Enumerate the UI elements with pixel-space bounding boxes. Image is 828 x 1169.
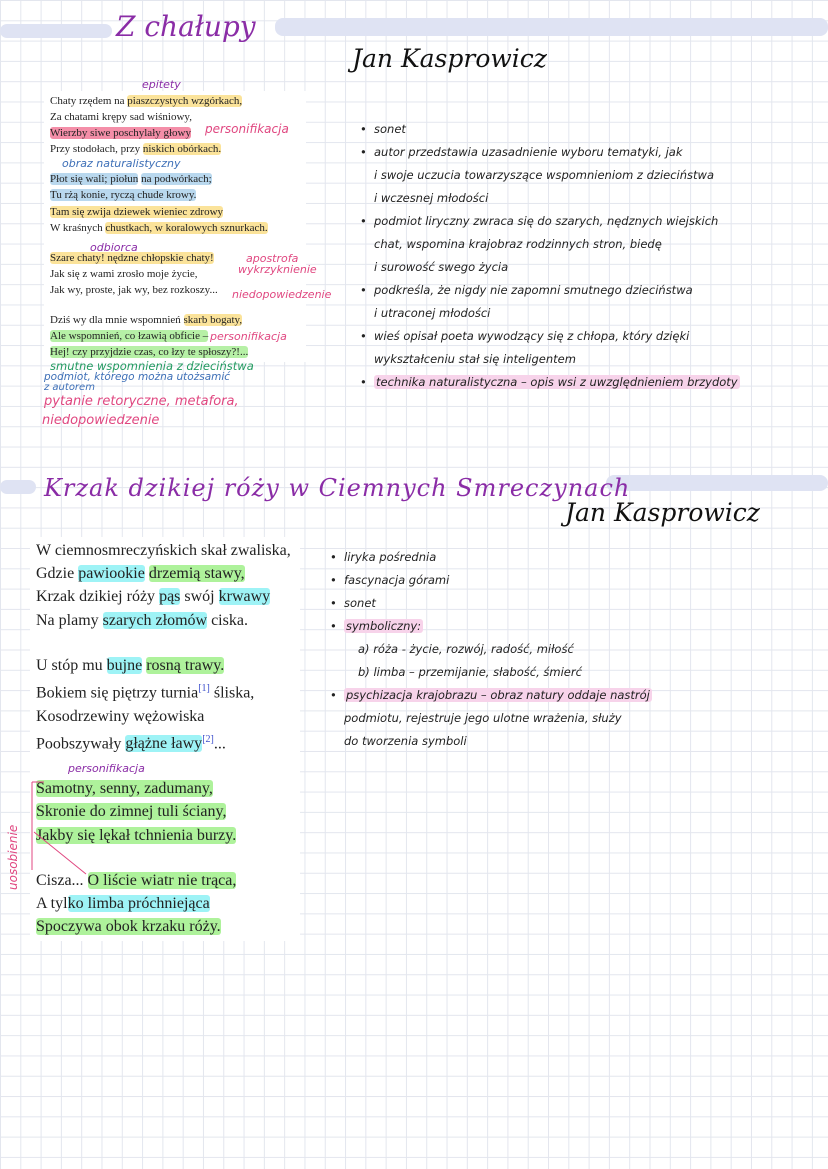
note-line [330, 684, 652, 707]
note-text: i swoje uczucia towarzyszące wspomnieniom z dzieciństwa [374, 168, 714, 182]
note-line [360, 325, 740, 348]
poem-line [36, 609, 294, 632]
note-line [360, 371, 740, 394]
poem-segment: śliska, [209, 684, 255, 702]
header-band-left-1 [0, 24, 112, 38]
poem-line [50, 141, 300, 157]
poem-segment: rosną trawy. [146, 656, 225, 674]
poem-segment: niskich obórkach. [142, 143, 222, 156]
ann-uosobienie: uosobienie [6, 824, 20, 890]
ann-podmiot: podmiot, którego można utożsamić [44, 371, 231, 383]
note-line [360, 302, 740, 325]
poem-segment: Jakby się lękał tchnienia burzy. [36, 826, 237, 844]
note-text: fascynacja górami [344, 573, 450, 587]
section2-title: Krzak dzikiej róży w Ciemnych Smreczynach [44, 474, 631, 502]
poem-segment: Wierzby siwe poschylały głowy [50, 127, 191, 140]
note-text: do tworzenia symboli [344, 734, 467, 748]
note-line [330, 707, 652, 730]
ann-personifikacja-1: personifikacja [205, 122, 289, 136]
poem-segment: Gdzie [36, 565, 79, 583]
poem-segment: Krzak dzikiej róży [36, 588, 160, 606]
poem-segment: Kosodrzewiny wężowiska [36, 707, 205, 725]
note-line [330, 661, 652, 684]
poem-line [36, 705, 294, 728]
ann-personifikacja-2: personifikacja [210, 330, 287, 343]
note-text: autor przedstawia uzasadnienie wyboru tematyki, jak [374, 145, 683, 159]
poem-line [50, 344, 300, 360]
poem-segment: A tyl [36, 895, 68, 913]
header-band-right-1 [275, 18, 828, 36]
note-line [330, 615, 652, 638]
bullet: • [360, 122, 367, 136]
note-text: b) limba – przemijanie, słabość, śmierć [358, 665, 582, 679]
poem-segment: W kraśnych [50, 221, 103, 234]
footnote-ref[interactable]: [2] [202, 733, 214, 745]
poem-segment: ko limba próchniejąca [67, 895, 210, 913]
note-line [330, 638, 652, 661]
ann-odbiorca: odbiorca [90, 241, 138, 254]
note-text: liryka pośrednia [344, 550, 437, 564]
bullet: • [330, 619, 337, 633]
bullet: • [360, 214, 367, 228]
note-text: chat, wspomina krajobraz rodzinnych stron, biedę [374, 237, 662, 251]
bullet: • [360, 283, 367, 297]
note-line [360, 233, 740, 256]
poem-segment: Dziś wy dla mnie wspomnień [50, 314, 184, 327]
poem-segment: bujne [106, 656, 143, 674]
note-text: i utraconej młodości [374, 306, 491, 320]
note-text: i wczesnej młodości [374, 191, 489, 205]
bullet: • [360, 329, 367, 343]
poem-segment: O liście wiatr nie trąca, [87, 871, 237, 889]
note-text: sonet [374, 122, 406, 136]
poem-line [36, 654, 294, 677]
poem-segment: drzemią stawy, [148, 565, 245, 583]
poem-line [50, 171, 300, 187]
poem-segment: Szare chaty! nędzne chłopskie chaty! [50, 251, 214, 264]
poem-segment: chustkach, w koralowych sznurkach. [105, 221, 268, 234]
poem-segment: swój [180, 588, 219, 606]
poem-segment: Poobszywały [36, 735, 126, 753]
poem-line [50, 93, 300, 109]
uosobienie-bracket [14, 770, 114, 890]
poem-line [36, 892, 294, 915]
note-text: wieś opisał poeta wywodzący się z chłopa, który dzięki [374, 329, 690, 343]
ann-niedopowiedzenie-1: niedopowiedzenie [232, 288, 332, 301]
note-text: wykształceniu stał się inteligentem [374, 352, 576, 366]
note-text: symboliczny: [346, 619, 422, 633]
bullet: • [360, 145, 367, 159]
ann-z-autorem: z autorem [44, 382, 95, 393]
footnote-ref[interactable]: [1] [198, 683, 210, 695]
note-text: podkreśla, że nigdy nie zapomni smutnego dzieciństwa [374, 283, 693, 297]
ann-wykrzyknienie: wykrzyknienie [238, 263, 317, 276]
note-line [360, 187, 740, 210]
poem-line [50, 220, 300, 236]
stanza-gap [36, 632, 294, 654]
note-line [360, 164, 740, 187]
poem-segment: piaszczystych wzgórkach, [127, 95, 243, 107]
poem-segment: Bokiem się piętrzy turnia [36, 684, 199, 702]
bullet: • [330, 550, 337, 564]
note-line [360, 256, 740, 279]
poem-segment: ... [213, 735, 226, 753]
poem-segment: Za chatami krępy sad wiśniowy, [50, 111, 192, 124]
notes-z-chalupy [360, 118, 740, 394]
note-text: podmiotu, rejestruje jego ulotne wrażenia, służy [344, 711, 622, 725]
poem-segment: ciska. [207, 611, 248, 629]
note-text: psychizacja krajobrazu – obraz natury oddaje nastrój [346, 688, 650, 702]
note-text: a) róża - życie, rozwój, radość, miłość [358, 642, 574, 656]
note-line [360, 348, 740, 371]
poem-segment: pawiookie [78, 565, 145, 583]
poem-segment: Skronie do zimnej tuli ściany, [36, 803, 227, 821]
bullet: • [330, 596, 337, 610]
poem-segment: szarych złomów [102, 611, 208, 629]
poem-line [50, 312, 300, 328]
bullet: • [360, 375, 367, 389]
note-text: podmiot liryczny zwraca się do szarych, nędznych wiejskich [374, 214, 719, 228]
poem-segment: Spoczywa obok krzaku róży. [36, 918, 221, 936]
poem-line [36, 915, 294, 938]
section2-author: Jan Kasprowicz [565, 498, 760, 527]
header-band-right-2 [606, 475, 828, 491]
poem-line [36, 677, 294, 705]
poem-segment: Na plamy [36, 611, 103, 629]
poem-segment: Płot się wali; piołun [50, 173, 139, 186]
poem-segment: Ale wspomnień, co łzawią obficie – [50, 330, 209, 343]
poem-segment: skarb bogaty, [183, 314, 243, 327]
poem-line [36, 585, 294, 608]
ann-epitety: epitety [142, 78, 181, 91]
poem-line [50, 187, 300, 203]
note-line [330, 730, 652, 753]
poem-line [36, 539, 294, 562]
poem-segment: na podwórkach; [141, 173, 212, 186]
note-line [330, 592, 652, 615]
poem-segment: głążne ławy [125, 735, 203, 753]
poem-segment: Samotny, senny, zadumany, [36, 780, 213, 798]
poem-segment: U stóp mu [36, 656, 107, 674]
poem-line [36, 562, 294, 585]
poem-segment: krwawy [218, 588, 271, 606]
poem-segment: Cisza... [36, 871, 88, 889]
poem-segment: Jak wy, proste, jak wy, bez rozkoszy... [50, 283, 218, 296]
poem-segment: W ciemnosmreczyńskich skał zwaliska, [36, 542, 291, 559]
note-line [360, 118, 740, 141]
notes-krzak-dzikiej-rozy [330, 546, 652, 753]
poem-segment: Tu rżą konie, ryczą chude krowy. [50, 189, 197, 202]
poem-segment: pąs [159, 588, 181, 606]
poem-segment: Jak się z wami zrosło moje życie, [50, 267, 198, 280]
note-line [360, 279, 740, 302]
note-text: sonet [344, 596, 376, 610]
bullet: • [330, 688, 337, 702]
ann-apostrofa: apostrofa [246, 252, 299, 265]
stanza-gap [50, 236, 300, 250]
poem-segment: Hej! czy przyjdzie czas, co łzy te spłoszy?!... [50, 346, 249, 359]
poem-segment: Przy stodołach, przy [50, 143, 143, 156]
note-line [330, 569, 652, 592]
note-text: i surowość swego życia [374, 260, 509, 274]
ann-obraz-naturalistyczny: obraz naturalistyczny [62, 157, 181, 170]
ann-pytanie-retoryczne: pytanie retoryczne, metafora, [44, 394, 239, 409]
poem-segment: Tam się zwija dziewek wieniec zdrowy [50, 205, 224, 218]
poem-line [36, 728, 294, 756]
ann-smutne-wspomnienia: smutne wspomnienia z dzieciństwa [50, 359, 254, 373]
header-band-left-2 [0, 480, 36, 494]
section1-title: Z chałupy [116, 10, 256, 43]
note-line [360, 141, 740, 164]
note-line [360, 210, 740, 233]
poem-segment: Chaty rzędem na [50, 95, 128, 107]
note-line [330, 546, 652, 569]
ann-niedopowiedzenie-2: niedopowiedzenie [42, 413, 160, 428]
poem-line [50, 204, 300, 220]
bullet: • [330, 573, 337, 587]
note-text: technika naturalistyczna – opis wsi z uwzględnieniem brzydoty [376, 375, 738, 389]
section1-author: Jan Kasprowicz [352, 44, 547, 73]
ann-personifikacja: personifikacja [68, 762, 145, 775]
